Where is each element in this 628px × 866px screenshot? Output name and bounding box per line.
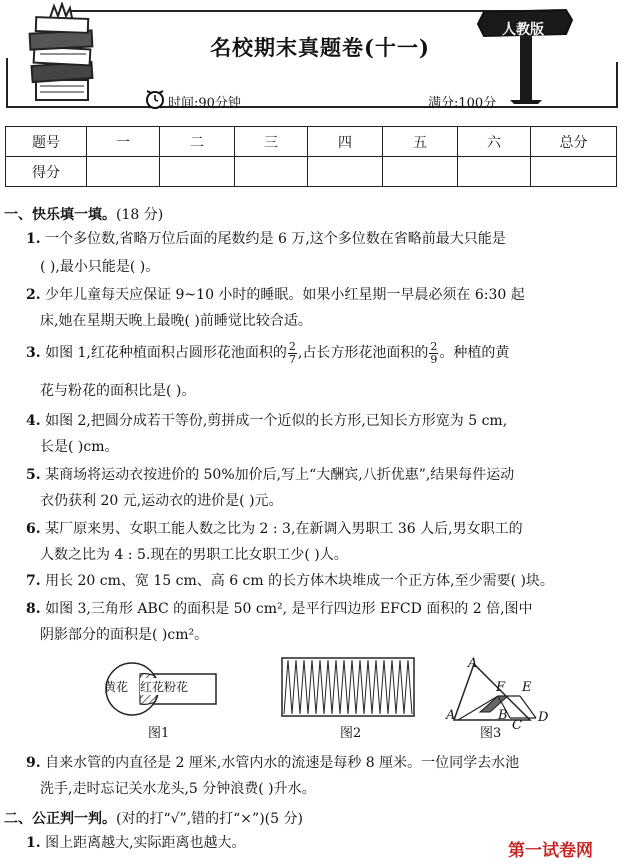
- question-1: [26, 226, 622, 252]
- score-table-cell: 一: [87, 127, 160, 157]
- figure-2-caption: 图2: [340, 726, 362, 741]
- watermark: 第一试卷网: [508, 841, 593, 861]
- question-2: [26, 282, 622, 308]
- exam-time: 时间:90分钟: [168, 96, 241, 111]
- question-8-line-2: 阴影部分的面积是( )cm²。: [40, 627, 209, 643]
- score-table-cell: 六: [458, 127, 531, 157]
- question-5-line-2: 衣仍获利 20 元,运动衣的进价是( )元。: [40, 493, 283, 509]
- figure-3-label-f: F: [496, 680, 506, 695]
- figure-3-label-a-left: A: [446, 708, 456, 723]
- fraction-two-ninths: $\frac{2}{9}$: [430, 339, 438, 366]
- section-2-instructions: (对的打“√”,错的打“×”)(5 分): [116, 811, 303, 827]
- figure-2-sector-rectangle: [280, 656, 416, 718]
- header-frame-bottom: [6, 106, 618, 108]
- question-number: 7.: [26, 573, 41, 589]
- full-score: 满分:100分: [428, 96, 497, 111]
- question-text: 图上距离越大,实际距离也越大。: [45, 835, 246, 851]
- edition-badge: 人教版: [502, 22, 544, 38]
- fraction-two-sevenths: $\frac{2}{7}$: [288, 339, 296, 366]
- figure-3-label-c: C: [512, 718, 522, 733]
- question-text: ,占长方形花池面积的: [297, 345, 429, 361]
- exam-title: 名校期末真题卷(十一): [210, 35, 430, 60]
- score-input-cell[interactable]: [235, 157, 308, 187]
- question-number: 2.: [26, 287, 41, 303]
- question-text: 。种植的黄: [439, 345, 510, 361]
- score-input-cell[interactable]: [531, 157, 617, 187]
- question-8: [26, 596, 622, 622]
- question-text: 某厂原来男、女职工能人数之比为 2 : 3,在新调入男职工 36 人后,男女职工的: [45, 521, 523, 537]
- section-1-heading: [4, 204, 163, 224]
- question-6-line-2: 人数之比为 4 : 5.现在的男职工比女职工少( )人。: [40, 547, 348, 563]
- score-input-cell[interactable]: [87, 157, 160, 187]
- question-9: [26, 750, 622, 776]
- question-6: [26, 516, 622, 542]
- figure-1-label-yellow: 黄花: [104, 680, 129, 694]
- figure-3-label-d: D: [538, 710, 549, 725]
- score-table-cell: 四: [308, 127, 383, 157]
- score-input-cell[interactable]: [458, 157, 531, 187]
- header-frame-left: [6, 58, 8, 106]
- score-table-cell: 得分: [6, 157, 87, 187]
- score-table-cell: 二: [160, 127, 235, 157]
- question-text: 一个多位数,省略万位后面的尾数约是 6 万,这个多位数在省略前最大只能是: [45, 231, 506, 247]
- section-2-title: 二、公正判一判。: [4, 811, 116, 827]
- question-4: [26, 408, 622, 434]
- score-table-cell: 五: [383, 127, 458, 157]
- question-9-line-2: 洗手,走时忘记关水龙头,5 分钟浪费( )升水。: [40, 781, 316, 797]
- question-text: 自来水管的内直径是 2 厘米,水管内水的流速是每秒 8 厘米。一位同学去水池: [45, 755, 520, 771]
- question-3: [26, 340, 622, 366]
- question-1-line-2: ( ),最小只能是( )。: [40, 259, 160, 275]
- score-table-cell: 三: [235, 127, 308, 157]
- figure-3-caption: 图3: [480, 726, 502, 741]
- question-text: 如图 3,三角形 ABC 的面积是 50 cm², 是平行四边形 EFCD 面积的 2 倍,图中: [45, 601, 533, 617]
- question-text: 少年儿童每天应保证 9~10 小时的睡眠。如果小红星期一早晨必须在 6:30 起: [45, 287, 525, 303]
- question-number: 9.: [26, 755, 41, 771]
- section-2-question-1: [26, 830, 246, 856]
- book-stack-icon: [10, 2, 110, 106]
- score-input-cell[interactable]: [160, 157, 235, 187]
- section-1-points: (18 分): [116, 207, 164, 223]
- question-number: 6.: [26, 521, 41, 537]
- header-frame-right: [616, 62, 618, 106]
- question-text: 某商场将运动衣按进价的 50%加价后,写上“大酬宾,八折优惠”,结果每件运动: [45, 467, 515, 483]
- section-2-heading: [4, 808, 303, 828]
- figure-1-caption: 图1: [148, 726, 170, 741]
- question-3-line-2: 花与粉花的面积比是( )。: [40, 383, 196, 399]
- score-table: [5, 126, 617, 187]
- question-5: [26, 462, 622, 488]
- question-number: 4.: [26, 413, 41, 429]
- score-input-cell[interactable]: [308, 157, 383, 187]
- alarm-clock-icon: [144, 88, 166, 110]
- question-text: 如图 1,红花种植面积占圆形花池面积的: [45, 345, 287, 361]
- figure-3-label-b: B: [498, 708, 508, 723]
- question-text: 如图 2,把圆分成若干等份,剪拼成一个近似的长方形,已知长方形宽为 5 cm,: [45, 413, 508, 429]
- question-text: 用长 20 cm、宽 15 cm、高 6 cm 的长方体木块堆成一个正方体,至少需要( )块。: [45, 573, 554, 589]
- question-7: [26, 568, 622, 594]
- score-table-cell: 总分: [531, 127, 617, 157]
- question-2-line-2: 床,她在星期天晚上最晚( )前睡觉比较合适。: [40, 313, 312, 329]
- question-number: 8.: [26, 601, 41, 617]
- score-table-cell: 题号: [6, 127, 87, 157]
- figure-3-label-a-top: A: [468, 656, 478, 671]
- figure-1-label-pink: 粉花: [164, 680, 189, 694]
- score-table-score-row: [6, 157, 617, 187]
- score-input-cell[interactable]: [383, 157, 458, 187]
- question-4-line-2: 长是( )cm。: [40, 439, 119, 455]
- question-number: 1.: [26, 231, 41, 247]
- figure-3-label-e: E: [522, 680, 532, 695]
- question-number: 3.: [26, 345, 41, 361]
- section-1-title: 一、快乐填一填。: [4, 207, 116, 223]
- figure-1-label-red: 红花: [140, 680, 165, 694]
- score-table-header-row: [6, 127, 617, 157]
- question-number: 5.: [26, 467, 41, 483]
- question-number: 1.: [26, 835, 41, 851]
